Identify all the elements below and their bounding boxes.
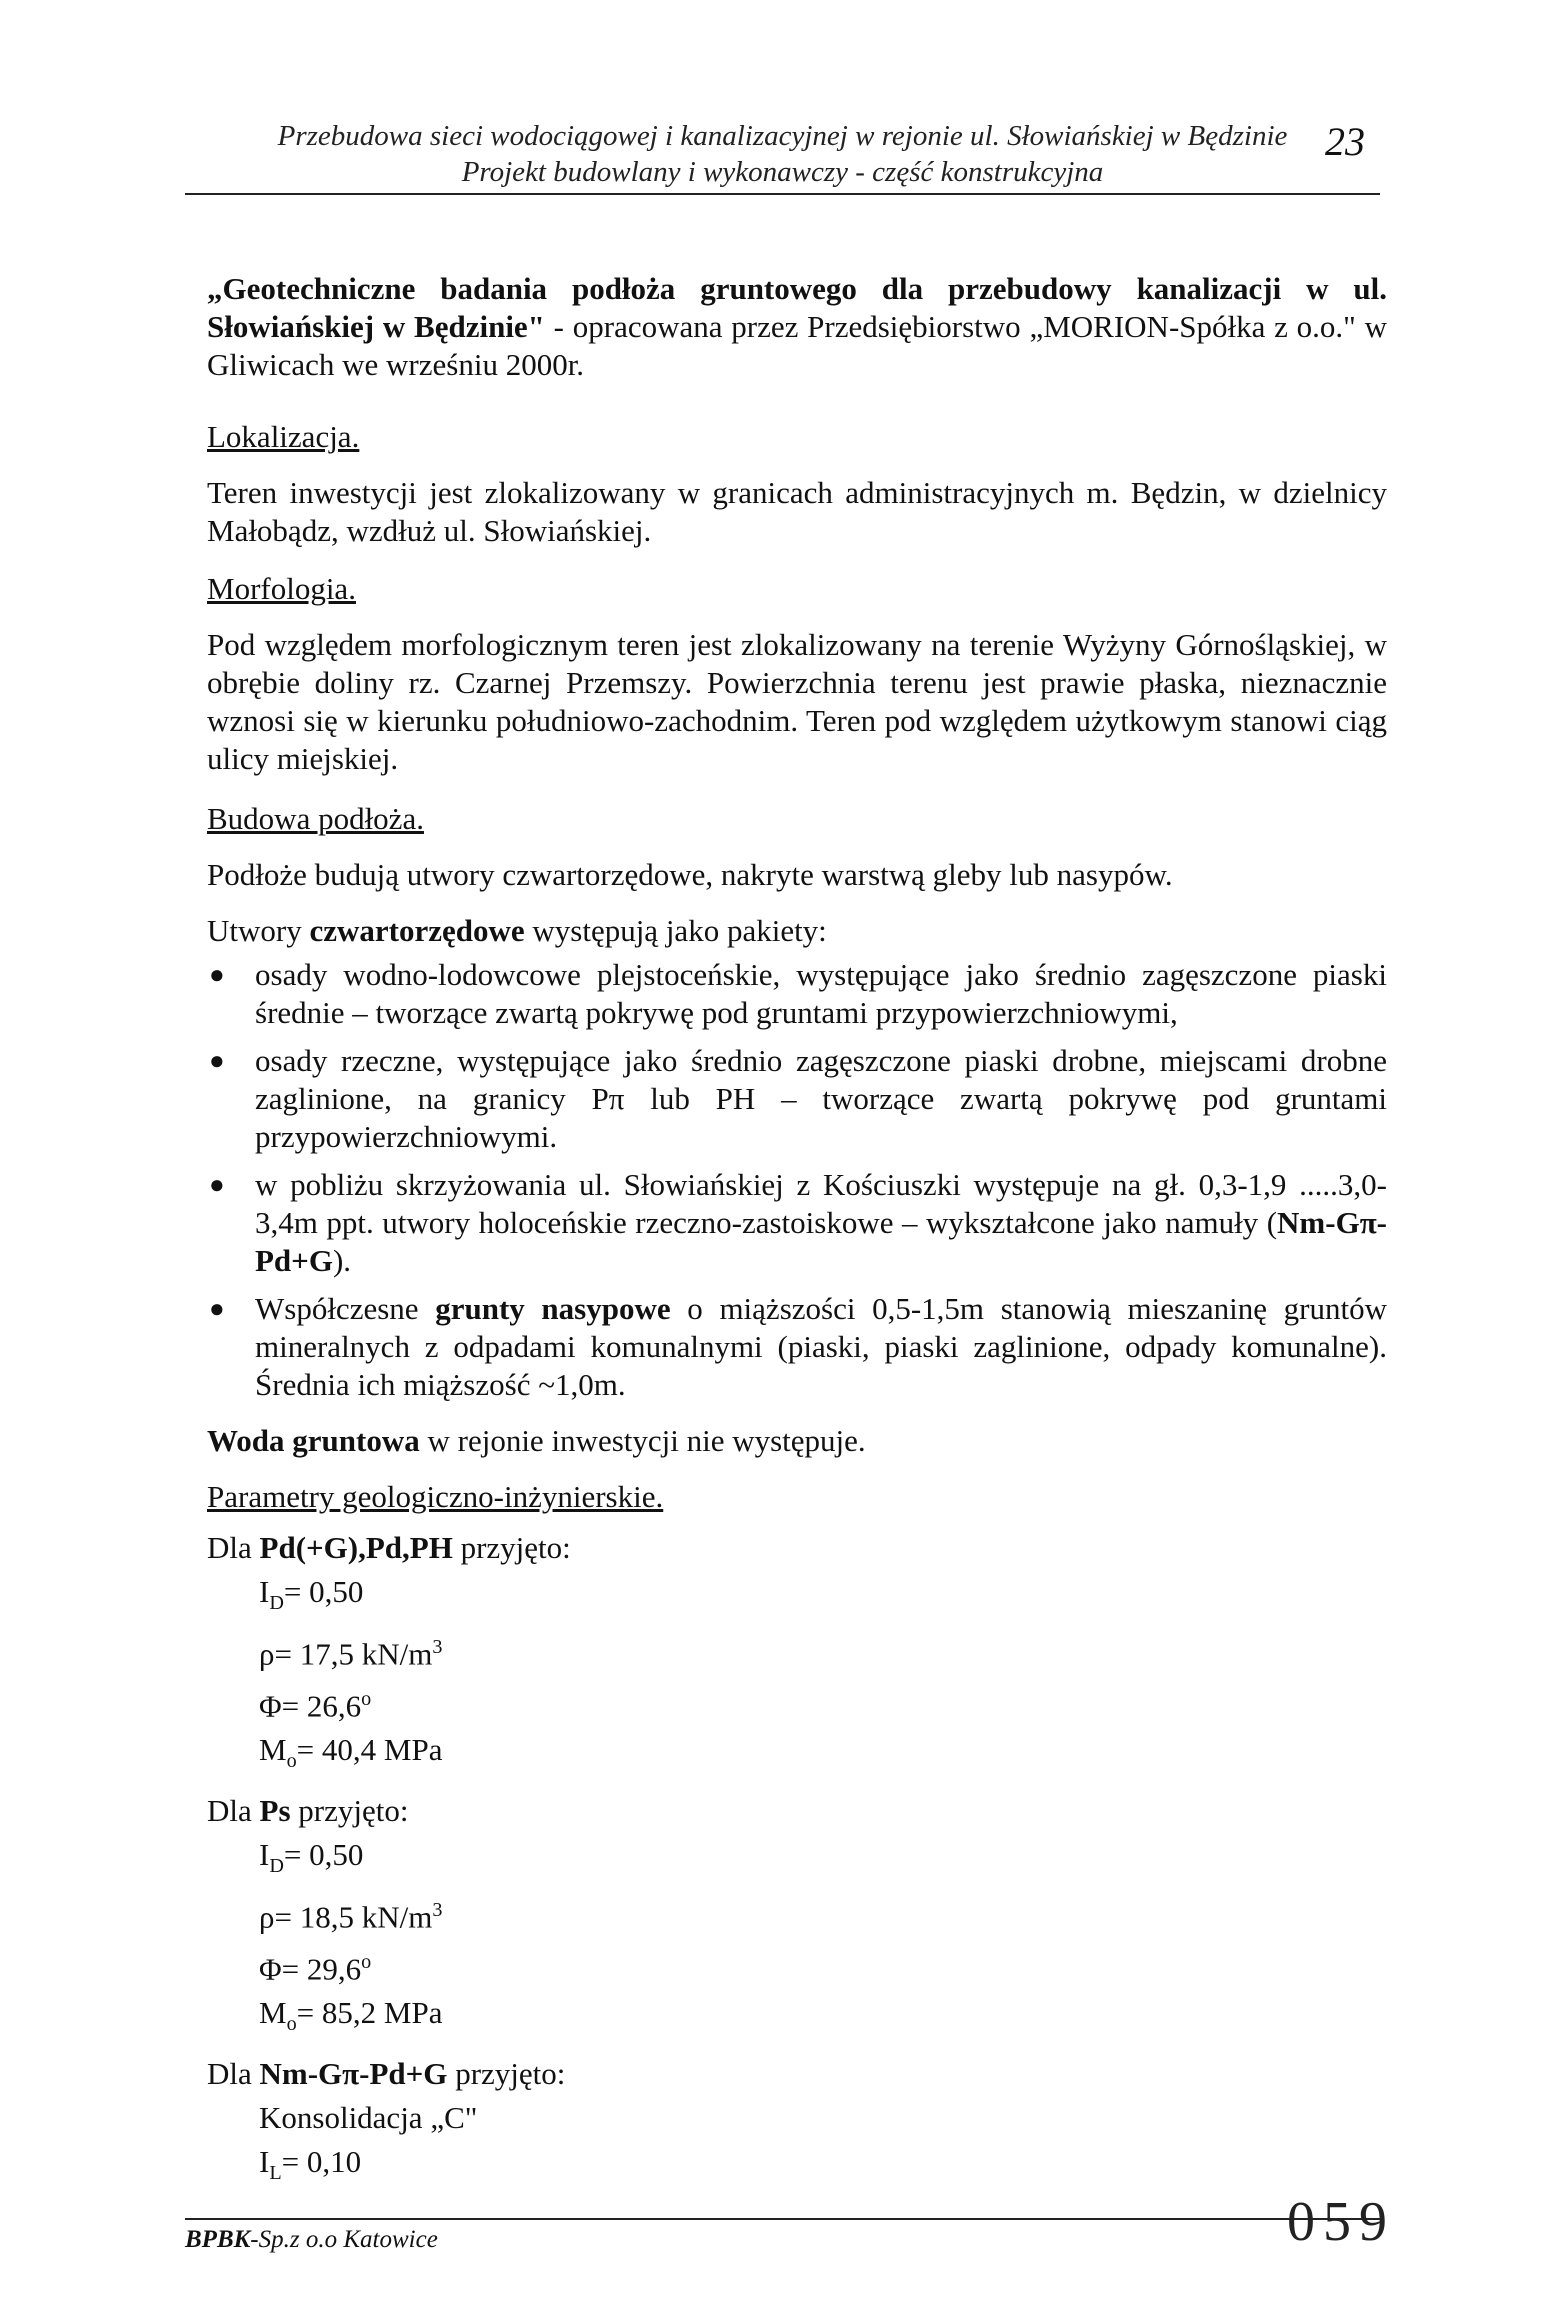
section-heading-morfologia: Morfologia. (207, 571, 356, 606)
parameter-value: $M_o= 85,2$ MPa (259, 1994, 443, 2036)
parameter-value: ρ= 18,5 $kN/m^3$ (259, 1899, 443, 1935)
archive-stamp: 059 (1287, 2191, 1395, 2253)
woda-paragraph: Woda gruntowa w rejonie inwestycji nie występuje. (207, 1423, 866, 1458)
utwory-intro: Utwory czwartorzędowe występują jako pakiety: (207, 913, 827, 948)
parameter-value: $\Phi= 26,6^o$ (259, 1687, 372, 1723)
parameter-group-title: Dla Nm-Gπ-Pd+G przyjęto: (207, 2056, 566, 2092)
section-heading-parametry: Parametry geologiczno-inżynierskie. (207, 1479, 664, 1514)
section-heading-lokalizacja: Lokalizacja. (207, 419, 360, 454)
list-item: ● Współczesne grunty nasypowe o miąższości 0,5-1,5m stanowią mieszaninę gruntów mineralnych z odpadami komunalnymi (piaski, piaski zaglinione, odpady komunalne). Średnia ich miąższość ~1,0m. (209, 1291, 1387, 1402)
parameter-value: $I_D= 0,50$ (259, 1574, 364, 1615)
running-header-line1: Przebudowa sieci wodociągowej i kanalizacyjnej w rejonie ul. Słowiańskiej w Będzinie (277, 120, 1288, 152)
parameter-group (207, 2052, 1387, 2195)
parameter-group (207, 1789, 1387, 2046)
parameter-value: $I_L= 0,10$ (259, 2144, 362, 2185)
list-item: ● osady rzeczne, występujące jako średnio zagęszczone piaski drobne, miejscami drobne zaglinione, na granicy Pπ lub PH – tworzące zwartą pokrywę pod gruntami przypowierzchniowymi. (209, 1043, 1387, 1154)
list-item: ● w pobliżu skrzyżowania ul. Słowiańskiej z Kościuszki występuje na gł. 0,3-1,9 .....3,0-3,4m ppt. utwory holoceńskie rzeczno-zastoiskowe – wykształcone jako namuły (Nm-Gπ-Pd+G). (209, 1167, 1387, 1278)
woda-bold: Woda gruntowa (207, 1423, 420, 1458)
bullet-icon: ● (209, 960, 225, 989)
bullet-icon: ● (209, 1170, 225, 1199)
bullet-icon: ● (209, 1046, 225, 1075)
intro-title: „Geotechniczne badania podłoża gruntowego dla przebudowy kanalizacji w ul. Słowiańskiej w Będzinie" (207, 271, 1387, 344)
parameter-group-title: Dla Pd(+G),Pd,PH przyjęto: (207, 1530, 571, 1565)
deposit-list (207, 956, 1387, 1414)
header-rule (185, 193, 1380, 195)
parameter-value: $\Phi= 29,6^o$ (259, 1950, 372, 1986)
section-heading-budowa: Budowa podłoża. (207, 801, 424, 836)
footer-rule (185, 2218, 1380, 2220)
parameter-groups (207, 1526, 1387, 2201)
morfologia-text: Pod względem morfologicznym teren jest zlokalizowany na terenie Wyżyny Górnośląskiej, w obrębie doliny rz. Czarnej Przemszy. Powierzchnia terenu jest prawie płaska, nieznacznie wznosi się w kierunku południowo-zachodnim. Teren pod względem użytkowym stanowi ciąg ulicy miejskiej. (207, 627, 1387, 776)
page-number: 23 (1325, 119, 1365, 164)
intro-rest: - opracowana przez Przedsiębiorstwo „MORION-Spółka z o.o." w Gliwicach we wrześniu 2000r. (207, 309, 1387, 382)
footer-company: BPBK-Sp.z o.o Katowice (185, 2226, 438, 2253)
parameter-value: ρ= 17,5 $kN/m^3$ (259, 1636, 443, 1672)
lokalizacja-text: Teren inwestycji jest zlokalizowany w granicach administracyjnych m. Będzin, w dzielnicy Małobądz, wzdłuż ul. Słowiańskiej. (207, 475, 1387, 548)
list-item: ● osady wodno-lodowcowe plejstoceńskie, występujące jako średnio zagęszczone piaski średnie – tworzące zwartą pokrywę pod gruntami przypowierzchniowymi, (209, 957, 1387, 1030)
parameter-group-title: Dla Ps przyjęto: (207, 1793, 409, 1829)
budowa-text: Podłoże budują utwory czwartorzędowe, nakryte warstwą gleby lub nasypów. (207, 857, 1173, 892)
parameter-value: $I_D= 0,50$ (259, 1837, 364, 1878)
parameter-value: $M_o= 40,4$ MPa (259, 1731, 443, 1773)
running-header-line2: Projekt budowlany i wykonawczy - część konstrukcyjna (461, 156, 1104, 188)
parameter-group (207, 1526, 1387, 1783)
bullet-icon: ● (209, 1294, 225, 1323)
parameter-value: Konsolidacja „C" (259, 2100, 478, 2136)
intro-paragraph (207, 270, 1387, 384)
